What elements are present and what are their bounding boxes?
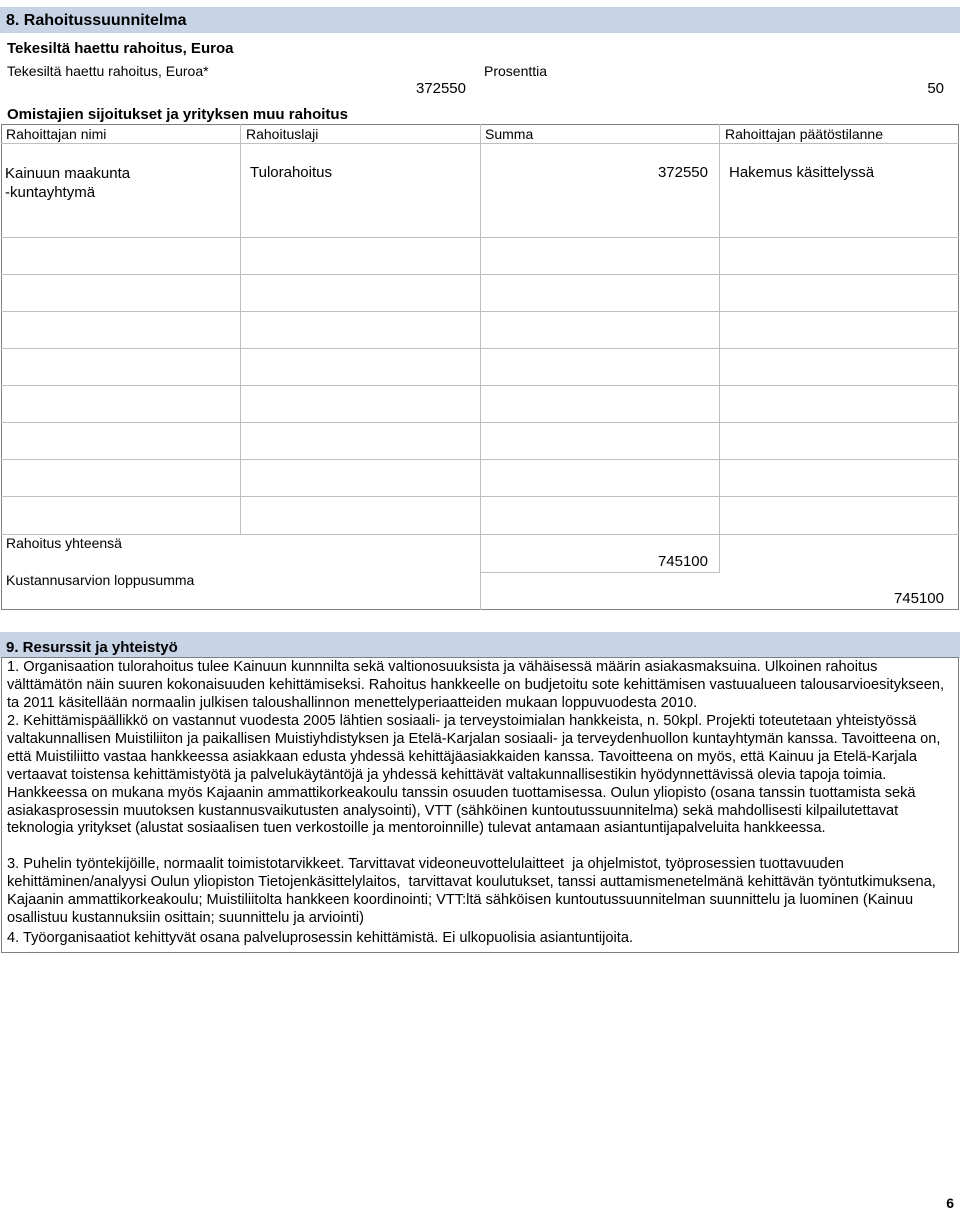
table-row-1-name: Kainuun maakunta -kuntayhtymä [5, 165, 131, 201]
section-9-title: 9. Resurssit ja yhteistyö [0, 632, 960, 658]
percent-label: Prosenttia [484, 63, 548, 79]
table-row-1-sum: 372550 [657, 164, 708, 181]
col-header-name: Rahoittajan nimi [6, 126, 107, 142]
section-8-title: 8. Rahoitussuunnitelma [0, 7, 960, 33]
resources-paragraph-3: 3. Puhelin työntekijöille, normaalit toimistotarvikkeet. Tarvittavat videoneuvottelulaitteet ja ohjelmistot, työprosessien tuottavuuden kehittäminen/analyysi Oulun yliopiston Tietojenkäsittelylaitos, tarvittavat koulutukset, tanssi auttamismenetelmänä kehittävän työntutkimuksena, Kajaanin ammattikorkeakoulu; Muistiliitolta hankkeen koordinointi; VTT:ltä sähköisen kuntoutussuunnitelman suunnittelu ja luominen (Kainuu osallistuu kustannuksiin osittain; suunnittelu ja arviointi) [7, 856, 944, 926]
total-label: Rahoitus yhteensä [6, 535, 122, 551]
page-number: 6 [946, 1195, 954, 1211]
resources-paragraph-1: 1. Organisaation tulorahoitus tulee Kainuun kunnnilta sekä valtionosuuksista ja vähäisessä määrin asiakasmaksuina. Ulkoinen rahoitus välttämätön näin suuren kokonaisuuden kehittämiseksi. Rahoitus hankkeelle on budjetoitu sote kehittämisen vastuualueen talousarvioesitykseen, ta 2011 käsitellään normaalin julkisen taloushallinnon menettelyperiaatteiden mukaan loppuvuodesta 2010. [7, 659, 949, 711]
table-row-1-type: Tulorahoitus [250, 164, 332, 181]
funding-value: 372550 [415, 80, 466, 97]
col-header-type: Rahoituslaji [246, 126, 319, 142]
budget-label: Kustannusarvion loppusumma [6, 572, 195, 588]
funding-title: Tekesiltä haettu rahoitus, Euroa [7, 40, 234, 57]
funding-label: Tekesiltä haettu rahoitus, Euroa* [7, 63, 209, 79]
col-header-sum: Summa [485, 126, 534, 142]
col-header-status: Rahoittajan päätöstilanne [725, 126, 884, 142]
resources-paragraph-4: 4. Työorganisaatiot kehittyvät osana palveluprosessin kehittämistä. Ei ulkopuolisia asiantuntijoita. [7, 930, 633, 946]
percent-value: 50 [927, 80, 944, 97]
resources-paragraph-2: 2. Kehittämispäällikkö on vastannut vuodesta 2005 lähtien sosiaali- ja terveystoimialan hankkeista, n. 50kpl. Projekti toteutetaan yhteistyössä valtakunnallisen Muistiliiton ja paikallisen Muistiyhdistyksen ja Etelä-Karjalan sosiaali- ja terveydenhuollon kuntayhtymän kanssa. Tavoitteena on, että Muistiliitto vastaa hankkeessa asiakkaan edusta yhdessä kehittäjäasiakkaiden kanssa. Tavoitteena on myös, että Kainuu ja Etelä-Karjala vertaavat toistensa kehittämistyötä ja palvelukäytäntöjä ja yhdessä kehittävät valtakunnallisestikin hyödynnettävissä olevia tapoja toimia. Hankkeessa on mukana myös Kajaanin ammattikorkeakoulu tanssin osuuden tuottamisessa. Oulun yliopisto (osana tanssin tuottamista sekä asiakasprosessin muutoksen kustannusvaikutusten analysointi), VTT (sähköinen kuntoutussuunnitelma) sekä mahdollisesti kilpailutettavat teknologia yritykset (alustat sosiaalisen tuen verkostoille ja mentoroinnille) tulevat antamaan asiantuntijapalveluita hankkeessa. [7, 713, 945, 837]
budget-value: 745100 [893, 590, 944, 607]
owners-title: Omistajien sijoitukset ja yrityksen muu rahoitus [7, 106, 348, 123]
total-value: 745100 [657, 553, 708, 570]
table-row-1-status: Hakemus käsittelyssä [729, 164, 875, 181]
